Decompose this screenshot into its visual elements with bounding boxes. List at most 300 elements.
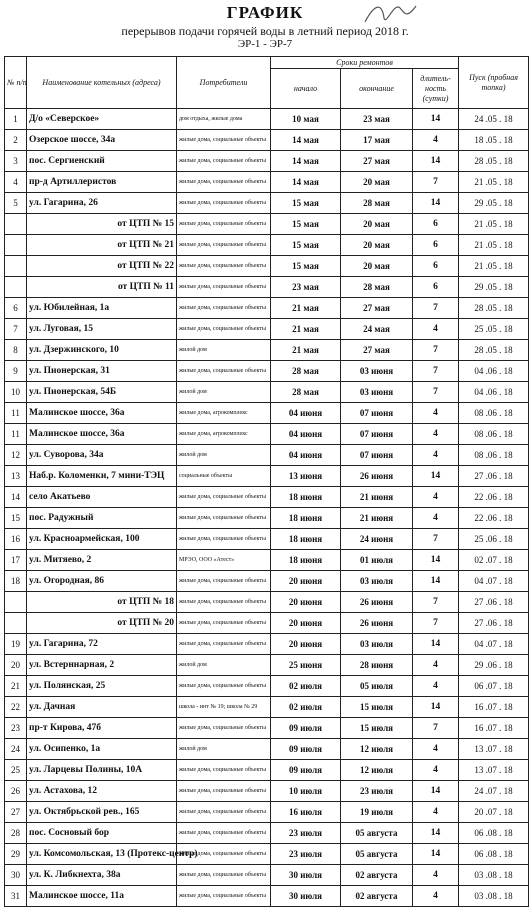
boiler-address: ул. Пионерская, 54Б	[27, 382, 177, 403]
consumers: жилые дома, социальные объекты	[177, 319, 271, 340]
col-header-terms: Сроки ремонтов	[271, 57, 459, 69]
repair-start: 14 мая	[271, 151, 341, 172]
consumers: жилой дом	[177, 382, 271, 403]
consumers: дом отдыха, жилые дома	[177, 109, 271, 130]
launch-date: 04 .06 . 18	[459, 361, 529, 382]
repair-duration: 4	[413, 655, 459, 676]
table-row	[5, 382, 529, 403]
repair-start: 14 мая	[271, 172, 341, 193]
table-row	[5, 739, 529, 760]
repair-start: 18 июня	[271, 487, 341, 508]
repair-duration: 6	[413, 214, 459, 235]
repair-duration: 7	[413, 613, 459, 634]
repair-start: 15 мая	[271, 193, 341, 214]
table-row	[5, 886, 529, 907]
launch-date: 21 .05 . 18	[459, 214, 529, 235]
row-number: 7	[5, 319, 27, 340]
table-row	[5, 844, 529, 865]
table-row	[5, 676, 529, 697]
launch-date: 13 .07 . 18	[459, 760, 529, 781]
repair-end: 03 июня	[341, 382, 413, 403]
consumers: жилые дома, агрокомплекс	[177, 424, 271, 445]
repair-duration: 4	[413, 802, 459, 823]
repair-duration: 14	[413, 634, 459, 655]
table-row	[5, 697, 529, 718]
table-row	[5, 298, 529, 319]
repair-end: 20 мая	[341, 214, 413, 235]
row-number: 13	[5, 466, 27, 487]
repair-start: 09 июля	[271, 760, 341, 781]
row-number	[5, 235, 27, 256]
table-row	[5, 508, 529, 529]
row-number	[5, 277, 27, 298]
boiler-address: от ЦТП № 21	[27, 235, 177, 256]
row-number: 10	[5, 382, 27, 403]
table-row	[5, 634, 529, 655]
repair-duration: 14	[413, 550, 459, 571]
repair-start: 20 июня	[271, 613, 341, 634]
launch-date: 04 .07 . 18	[459, 634, 529, 655]
boiler-address: Малинское шоссе, 36а	[27, 403, 177, 424]
boiler-address: ул. Митяево, 2	[27, 550, 177, 571]
col-header-start: начало	[271, 69, 341, 109]
consumers: жилые дома, социальные объекты	[177, 676, 271, 697]
table-row	[5, 235, 529, 256]
repair-end: 02 августа	[341, 865, 413, 886]
consumers: жилые дома, агрокомплекс	[177, 403, 271, 424]
repair-end: 24 июня	[341, 529, 413, 550]
consumers: жилые дома, социальные объекты	[177, 256, 271, 277]
boiler-address: Озерское шоссе, 34а	[27, 130, 177, 151]
boiler-address: ул. Октябрьской рев., 165	[27, 802, 177, 823]
launch-date: 21 .05 . 18	[459, 172, 529, 193]
repair-start: 18 июня	[271, 529, 341, 550]
table-row	[5, 592, 529, 613]
consumers: жилые дома, социальные объекты	[177, 634, 271, 655]
repair-end: 26 июня	[341, 466, 413, 487]
repair-duration: 4	[413, 865, 459, 886]
launch-date: 06 .08 . 18	[459, 823, 529, 844]
repair-end: 21 июня	[341, 487, 413, 508]
row-number: 14	[5, 487, 27, 508]
repair-end: 05 августа	[341, 844, 413, 865]
launch-date: 29 .05 . 18	[459, 193, 529, 214]
boiler-address: ул. Гагарина, 26	[27, 193, 177, 214]
launch-date: 27 .06 . 18	[459, 466, 529, 487]
repair-end: 27 мая	[341, 340, 413, 361]
repair-start: 30 июля	[271, 886, 341, 907]
repair-start: 16 июля	[271, 802, 341, 823]
table-row	[5, 151, 529, 172]
boiler-address: пр-т Кирова, 47б	[27, 718, 177, 739]
launch-date: 28 .05 . 18	[459, 151, 529, 172]
consumers: жилые дома, социальные объекты	[177, 571, 271, 592]
launch-date: 18 .05 . 18	[459, 130, 529, 151]
repair-duration: 6	[413, 256, 459, 277]
row-number: 30	[5, 865, 27, 886]
launch-date: 22 .06 . 18	[459, 487, 529, 508]
table-row	[5, 277, 529, 298]
boiler-address: ул. Встерннарная, 2	[27, 655, 177, 676]
launch-date: 27 .06 . 18	[459, 613, 529, 634]
col-header-name: Наименование котельных (адреса)	[27, 57, 177, 109]
schedule-table	[4, 56, 529, 907]
repair-duration: 7	[413, 718, 459, 739]
boiler-address: ул. Луговая, 15	[27, 319, 177, 340]
repair-end: 23 июля	[341, 781, 413, 802]
repair-end: 12 июля	[341, 739, 413, 760]
boiler-address: Малинское шоссе, 36а	[27, 424, 177, 445]
repair-start: 20 июня	[271, 592, 341, 613]
boiler-address: пос. Радужный	[27, 508, 177, 529]
schedule-rows	[5, 109, 529, 907]
row-number: 15	[5, 508, 27, 529]
repair-start: 25 июня	[271, 655, 341, 676]
boiler-address: ул. Астахова, 12	[27, 781, 177, 802]
boiler-address: пр-д Артиллеристов	[27, 172, 177, 193]
repair-start: 28 мая	[271, 382, 341, 403]
table-row	[5, 718, 529, 739]
repair-end: 27 мая	[341, 151, 413, 172]
repair-start: 21 мая	[271, 319, 341, 340]
consumers: жилые дома, социальные объекты	[177, 781, 271, 802]
repair-duration: 14	[413, 823, 459, 844]
table-row	[5, 424, 529, 445]
repair-duration: 4	[413, 487, 459, 508]
repair-end: 23 мая	[341, 109, 413, 130]
row-number: 22	[5, 697, 27, 718]
document-subtitle: перерывов подачи горячей воды в летний период 2018 г.	[121, 24, 409, 38]
consumers: жилой дом	[177, 445, 271, 466]
repair-start: 10 июля	[271, 781, 341, 802]
consumers: жилые дома, социальные объекты	[177, 235, 271, 256]
repair-start: 15 мая	[271, 235, 341, 256]
repair-duration: 14	[413, 151, 459, 172]
repair-start: 23 мая	[271, 277, 341, 298]
repair-end: 28 мая	[341, 277, 413, 298]
repair-duration: 7	[413, 298, 459, 319]
consumers: жилые дома, социальные объекты	[177, 529, 271, 550]
boiler-address: ул. Красноармейская, 100	[27, 529, 177, 550]
row-number: 23	[5, 718, 27, 739]
boiler-address: Д/о «Северское»	[27, 109, 177, 130]
boiler-address: ул. Суворова, 34а	[27, 445, 177, 466]
repair-end: 19 июля	[341, 802, 413, 823]
launch-date: 24 .07 . 18	[459, 781, 529, 802]
repair-duration: 7	[413, 361, 459, 382]
launch-date: 25 .06 . 18	[459, 529, 529, 550]
table-row	[5, 109, 529, 130]
row-number	[5, 592, 27, 613]
repair-start: 20 июня	[271, 634, 341, 655]
repair-start: 23 июля	[271, 823, 341, 844]
repair-duration: 4	[413, 403, 459, 424]
boiler-address: ул. К. Либкнехта, 38а	[27, 865, 177, 886]
repair-duration: 4	[413, 508, 459, 529]
consumers: школа - инт № 19; школа № 29	[177, 697, 271, 718]
row-number: 19	[5, 634, 27, 655]
repair-end: 28 мая	[341, 193, 413, 214]
launch-date: 29 .06 . 18	[459, 655, 529, 676]
row-number	[5, 214, 27, 235]
launch-date: 02 .07 . 18	[459, 550, 529, 571]
repair-end: 17 мая	[341, 130, 413, 151]
row-number: 27	[5, 802, 27, 823]
row-number: 11	[5, 403, 27, 424]
repair-duration: 14	[413, 109, 459, 130]
repair-start: 20 июня	[271, 571, 341, 592]
consumers: социальные объекты	[177, 466, 271, 487]
row-number: 25	[5, 760, 27, 781]
boiler-address: от ЦТП № 15	[27, 214, 177, 235]
repair-end: 03 июля	[341, 634, 413, 655]
repair-end: 21 июня	[341, 508, 413, 529]
consumers: жилые дома, социальные объекты	[177, 592, 271, 613]
consumers: жилые дома, социальные объекты	[177, 886, 271, 907]
repair-start: 04 июня	[271, 424, 341, 445]
table-row	[5, 571, 529, 592]
table-row	[5, 466, 529, 487]
repair-start: 02 июля	[271, 676, 341, 697]
repair-end: 20 мая	[341, 256, 413, 277]
document-title: ГРАФИК	[226, 3, 304, 22]
table-row	[5, 865, 529, 886]
repair-end: 07 июня	[341, 445, 413, 466]
launch-date: 08 .06 . 18	[459, 445, 529, 466]
repair-end: 24 мая	[341, 319, 413, 340]
row-number	[5, 613, 27, 634]
launch-date: 22 .06 . 18	[459, 508, 529, 529]
launch-date: 04 .06 . 18	[459, 382, 529, 403]
consumers: жилые дома, социальные объекты	[177, 718, 271, 739]
repair-end: 15 июля	[341, 697, 413, 718]
row-number: 31	[5, 886, 27, 907]
table-row	[5, 193, 529, 214]
consumers: жилые дома, социальные объекты	[177, 844, 271, 865]
launch-date: 25 .05 . 18	[459, 319, 529, 340]
consumers: жилые дома, социальные объекты	[177, 487, 271, 508]
table-row	[5, 781, 529, 802]
repair-start: 21 мая	[271, 298, 341, 319]
row-number: 16	[5, 529, 27, 550]
row-number: 2	[5, 130, 27, 151]
consumers: жилые дома, социальные объекты	[177, 151, 271, 172]
row-number: 26	[5, 781, 27, 802]
launch-date: 28 .05 . 18	[459, 340, 529, 361]
repair-end: 05 июля	[341, 676, 413, 697]
repair-duration: 4	[413, 130, 459, 151]
launch-date: 21 .05 . 18	[459, 256, 529, 277]
repair-start: 09 июля	[271, 739, 341, 760]
repair-duration: 4	[413, 676, 459, 697]
table-row	[5, 529, 529, 550]
boiler-address: от ЦТП № 22	[27, 256, 177, 277]
repair-end: 15 июля	[341, 718, 413, 739]
table-row	[5, 319, 529, 340]
consumers: жилые дома, социальные объекты	[177, 802, 271, 823]
repair-start: 13 июня	[271, 466, 341, 487]
table-row	[5, 172, 529, 193]
repair-end: 03 июля	[341, 571, 413, 592]
repair-duration: 6	[413, 277, 459, 298]
row-number: 24	[5, 739, 27, 760]
table-row	[5, 214, 529, 235]
repair-duration: 4	[413, 886, 459, 907]
consumers: жилые дома, социальные объекты	[177, 130, 271, 151]
repair-start: 15 мая	[271, 214, 341, 235]
row-number: 17	[5, 550, 27, 571]
consumers: жилые дома, социальные объекты	[177, 214, 271, 235]
boiler-address: от ЦТП № 11	[27, 277, 177, 298]
repair-duration: 14	[413, 193, 459, 214]
repair-end: 05 августа	[341, 823, 413, 844]
repair-end: 26 июня	[341, 592, 413, 613]
repair-duration: 14	[413, 466, 459, 487]
repair-duration: 4	[413, 445, 459, 466]
consumers: жилые дома, социальные объекты	[177, 193, 271, 214]
consumers: жилой дом	[177, 739, 271, 760]
table-row	[5, 256, 529, 277]
boiler-address: ул. Юбилейная, 1а	[27, 298, 177, 319]
table-row	[5, 613, 529, 634]
launch-date: 16 .07 . 18	[459, 697, 529, 718]
repair-end: 07 июня	[341, 403, 413, 424]
consumers: жилой дом	[177, 340, 271, 361]
row-number: 5	[5, 193, 27, 214]
launch-date: 21 .05 . 18	[459, 235, 529, 256]
repair-duration: 14	[413, 844, 459, 865]
launch-date: 03 .08 . 18	[459, 886, 529, 907]
table-row	[5, 403, 529, 424]
repair-end: 27 мая	[341, 298, 413, 319]
consumers: жилые дома, социальные объекты	[177, 865, 271, 886]
row-number: 28	[5, 823, 27, 844]
table-row	[5, 550, 529, 571]
consumers: жилые дома, социальные объекты	[177, 508, 271, 529]
repair-duration: 7	[413, 529, 459, 550]
repair-duration: 4	[413, 319, 459, 340]
col-header-num: № п/п	[5, 57, 27, 109]
boiler-address: ул. Осипенко, 1а	[27, 739, 177, 760]
repair-start: 21 мая	[271, 340, 341, 361]
table-row	[5, 802, 529, 823]
repair-end: 20 мая	[341, 235, 413, 256]
repair-start: 09 июля	[271, 718, 341, 739]
col-header-launch: Пуск (пробная топка)	[459, 57, 529, 109]
consumers: жилые дома, социальные объекты	[177, 613, 271, 634]
launch-date: 06 .08 . 18	[459, 844, 529, 865]
consumers: жилые дома, социальные объекты	[177, 298, 271, 319]
repair-start: 18 июня	[271, 508, 341, 529]
repair-end: 02 августа	[341, 886, 413, 907]
table-row	[5, 130, 529, 151]
repair-end: 01 июля	[341, 550, 413, 571]
repair-start: 18 июня	[271, 550, 341, 571]
row-number: 20	[5, 655, 27, 676]
row-number	[5, 256, 27, 277]
repair-duration: 7	[413, 382, 459, 403]
table-row	[5, 445, 529, 466]
repair-end: 12 июля	[341, 760, 413, 781]
repair-start: 04 июня	[271, 445, 341, 466]
boiler-address: пос. Сосновый бор	[27, 823, 177, 844]
repair-duration: 7	[413, 592, 459, 613]
launch-date: 06 .07 . 18	[459, 676, 529, 697]
row-number: 18	[5, 571, 27, 592]
row-number: 4	[5, 172, 27, 193]
repair-end: 03 июня	[341, 361, 413, 382]
row-number: 1	[5, 109, 27, 130]
table-row	[5, 823, 529, 844]
launch-date: 27 .06 . 18	[459, 592, 529, 613]
repair-duration: 7	[413, 172, 459, 193]
launch-date: 03 .08 . 18	[459, 865, 529, 886]
table-row	[5, 361, 529, 382]
consumers: жилые дома, социальные объекты	[177, 277, 271, 298]
consumers: МРЭО, ООО «Атест»	[177, 550, 271, 571]
row-number: 12	[5, 445, 27, 466]
launch-date: 20 .07 . 18	[459, 802, 529, 823]
boiler-address: ул. Ларцевы Полины, 10А	[27, 760, 177, 781]
boiler-address: ул. Гагарина, 72	[27, 634, 177, 655]
boiler-address: ул. Дачная	[27, 697, 177, 718]
boiler-address: от ЦТП № 20	[27, 613, 177, 634]
boiler-address: ул. Комсомольская, 13 (Протекс-центр)	[27, 844, 177, 865]
row-number: 29	[5, 844, 27, 865]
repair-end: 20 мая	[341, 172, 413, 193]
repair-start: 28 мая	[271, 361, 341, 382]
repair-duration: 14	[413, 781, 459, 802]
repair-start: 02 июля	[271, 697, 341, 718]
document-subtitle-codes: ЭР-1 - ЭР-7	[237, 38, 293, 50]
repair-end: 07 июня	[341, 424, 413, 445]
repair-start: 23 июля	[271, 844, 341, 865]
boiler-address: село Акатьево	[27, 487, 177, 508]
repair-start: 14 мая	[271, 130, 341, 151]
repair-duration: 4	[413, 760, 459, 781]
repair-duration: 4	[413, 739, 459, 760]
boiler-address: Наб.р. Коломенки, 7 мини-ТЭЦ	[27, 466, 177, 487]
row-number: 11	[5, 424, 27, 445]
boiler-address: ул. Огородная, 86	[27, 571, 177, 592]
repair-duration: 4	[413, 424, 459, 445]
col-header-end: окончание	[341, 69, 413, 109]
repair-start: 30 июля	[271, 865, 341, 886]
launch-date: 08 .06 . 18	[459, 403, 529, 424]
row-number: 8	[5, 340, 27, 361]
row-number: 6	[5, 298, 27, 319]
repair-start: 15 мая	[271, 256, 341, 277]
launch-date: 16 .07 . 18	[459, 718, 529, 739]
col-header-duration: длитель-ность (сутки)	[413, 69, 459, 109]
repair-duration: 14	[413, 571, 459, 592]
boiler-address: Малинское шоссе, 11а	[27, 886, 177, 907]
consumers: жилые дома, социальные объекты	[177, 760, 271, 781]
repair-end: 28 июня	[341, 655, 413, 676]
table-row	[5, 760, 529, 781]
launch-date: 08 .06 . 18	[459, 424, 529, 445]
consumers: жилые дома, социальные объекты	[177, 823, 271, 844]
row-number: 3	[5, 151, 27, 172]
row-number: 9	[5, 361, 27, 382]
boiler-address: ул. Пионерская, 31	[27, 361, 177, 382]
boiler-address: пос. Сергиенский	[27, 151, 177, 172]
repair-start: 10 мая	[271, 109, 341, 130]
repair-duration: 14	[413, 697, 459, 718]
repair-start: 04 июня	[271, 403, 341, 424]
launch-date: 04 .07 . 18	[459, 571, 529, 592]
repair-end: 26 июня	[341, 613, 413, 634]
